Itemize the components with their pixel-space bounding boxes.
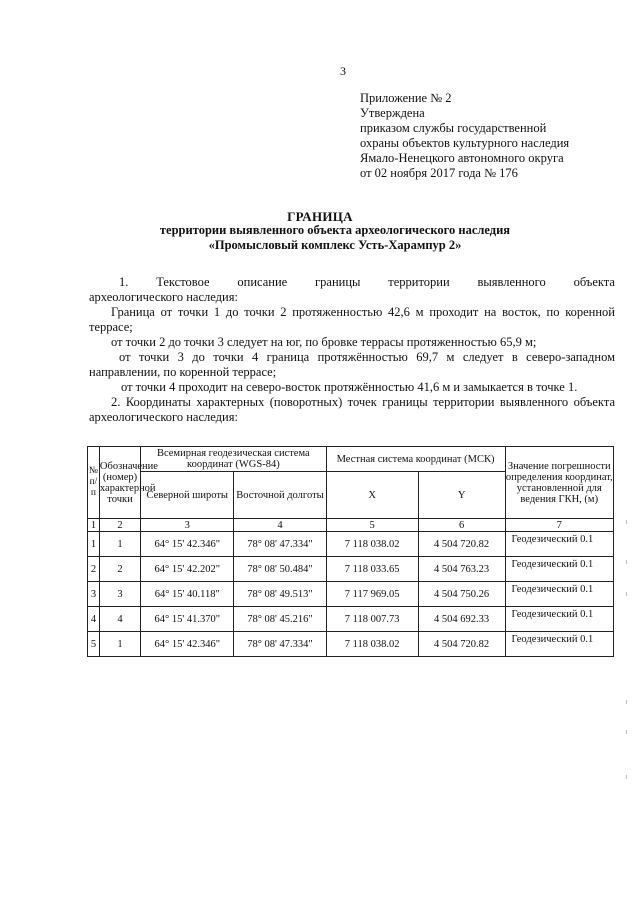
index-cell: 5 <box>326 519 418 532</box>
header-y: Y <box>418 472 505 519</box>
section1-heading <box>89 275 615 290</box>
subtitle-line: «Промысловый комплекс Усть-Харампур 2» <box>208 238 462 252</box>
cell-num: 1 <box>88 532 100 557</box>
heading-word: территории <box>388 275 450 289</box>
cell-accuracy: Геодезический 0.1 <box>505 632 614 657</box>
cell-lat: 64° 15' 40.118" <box>141 582 234 607</box>
approval-line: Утверждена <box>360 106 425 120</box>
coordinates-table <box>87 446 614 657</box>
section2-heading: 2. Координаты характерных (поворотных) точек границы территории выявленного объекта археологического наследия: <box>89 395 615 424</box>
index-cell: 6 <box>418 519 505 532</box>
heading-word: 1. <box>119 275 129 289</box>
cell-x: 7 118 033.65 <box>326 557 418 582</box>
section1-heading-cont: археологического наследия: <box>89 290 238 304</box>
header-lon: Восточной долготы <box>234 472 326 519</box>
cell-x: 7 118 038.02 <box>326 632 418 657</box>
cell-lat: 64° 15' 42.346" <box>141 632 234 657</box>
cell-num: 5 <box>88 632 100 657</box>
heading-word: выявленного <box>477 275 546 289</box>
cell-accuracy: Геодезический 0.1 <box>505 557 614 582</box>
heading-word: описание <box>237 275 288 289</box>
header-accuracy: Значение погрешности определения координат, установленной для ведения ГКН, (м) <box>505 447 614 519</box>
cell-accuracy: Геодезический 0.1 <box>505 532 614 557</box>
approval-line: от 02 ноября 2017 года № 176 <box>360 166 518 180</box>
approval-line: приказом службы государственной <box>360 121 547 135</box>
cell-point: 2 <box>99 557 140 582</box>
index-cell: 3 <box>141 519 234 532</box>
approval-line: Ямало-Ненецкого автономного округа <box>360 151 564 165</box>
cell-lon: 78° 08' 50.484" <box>234 557 326 582</box>
table-row <box>88 557 614 582</box>
index-cell: 2 <box>99 519 140 532</box>
cell-point: 1 <box>99 532 140 557</box>
header-designation: Обозначение (номер) характерной точки <box>99 447 140 519</box>
header-wgs: Всемирная геодезическая система координат (WGS-84) <box>141 447 326 472</box>
cell-num: 4 <box>88 607 100 632</box>
cell-lon: 78° 08' 45.216" <box>234 607 326 632</box>
cell-lat: 64° 15' 42.346" <box>141 532 234 557</box>
header-lat: Северной широты <box>141 472 234 519</box>
header-num: № п/п <box>88 447 100 519</box>
subtitle-line: территории выявленного объекта археологического наследия <box>159 223 511 237</box>
scan-mark <box>626 560 627 564</box>
cell-accuracy: Геодезический 0.1 <box>505 607 614 632</box>
cell-y: 4 504 720.82 <box>418 632 505 657</box>
boundary-paragraph: от точки 3 до точки 4 граница протяжённостью 69,7 м следует в северо-западном направлении, по коренной террасе; <box>89 350 615 379</box>
boundary-paragraph: Граница от точки 1 до точки 2 протяженностью 42,6 м проходит на восток, по коренной террасе; <box>89 305 615 334</box>
boundary-paragraph: от точки 2 до точки 3 следует на юг, по бровке террасы протяженностью 65,9 м; <box>111 335 537 349</box>
cell-x: 7 117 969.05 <box>326 582 418 607</box>
cell-lon: 78° 08' 49.513" <box>234 582 326 607</box>
header-x: X <box>326 472 418 519</box>
page-number: 3 <box>340 64 346 78</box>
cell-x: 7 118 038.02 <box>326 532 418 557</box>
table-row <box>88 607 614 632</box>
index-cell: 7 <box>505 519 614 532</box>
cell-point: 1 <box>99 632 140 657</box>
cell-point: 3 <box>99 582 140 607</box>
cell-y: 4 504 692.33 <box>418 607 505 632</box>
cell-num: 3 <box>88 582 100 607</box>
cell-point: 4 <box>99 607 140 632</box>
scan-mark <box>626 700 627 704</box>
cell-y: 4 504 720.82 <box>418 532 505 557</box>
heading-word: Текстовое <box>156 275 210 289</box>
cell-lon: 78° 08' 47.334" <box>234 532 326 557</box>
scan-mark <box>626 730 627 734</box>
approval-line: охраны объектов культурного наследия <box>360 136 570 150</box>
cell-lat: 64° 15' 42.202" <box>141 557 234 582</box>
table-row <box>88 582 614 607</box>
cell-x: 7 118 007.73 <box>326 607 418 632</box>
heading-word: границы <box>315 275 361 289</box>
boundary-paragraph: от точки 4 проходит на северо-восток протяжённостью 41,6 м и замыкается в точке 1. <box>121 380 578 394</box>
cell-num: 2 <box>88 557 100 582</box>
header-msk: Местная система координат (МСК) <box>326 447 505 472</box>
scan-mark <box>626 520 627 524</box>
index-cell: 4 <box>234 519 326 532</box>
document-body <box>89 275 615 425</box>
table-row <box>88 632 614 657</box>
cell-y: 4 504 750.26 <box>418 582 505 607</box>
heading-word: объекта <box>573 275 615 289</box>
cell-y: 4 504 763.23 <box>418 557 505 582</box>
cell-lat: 64° 15' 41.370" <box>141 607 234 632</box>
cell-lon: 78° 08' 47.334" <box>234 632 326 657</box>
approval-block <box>360 91 569 181</box>
scan-mark <box>626 592 627 596</box>
document-subtitle <box>80 223 590 253</box>
scan-mark <box>626 775 627 779</box>
cell-accuracy: Геодезический 0.1 <box>505 582 614 607</box>
table-row <box>88 532 614 557</box>
approval-line: Приложение № 2 <box>360 91 452 105</box>
document-title: ГРАНИЦА <box>287 209 353 224</box>
index-cell: 1 <box>88 519 100 532</box>
